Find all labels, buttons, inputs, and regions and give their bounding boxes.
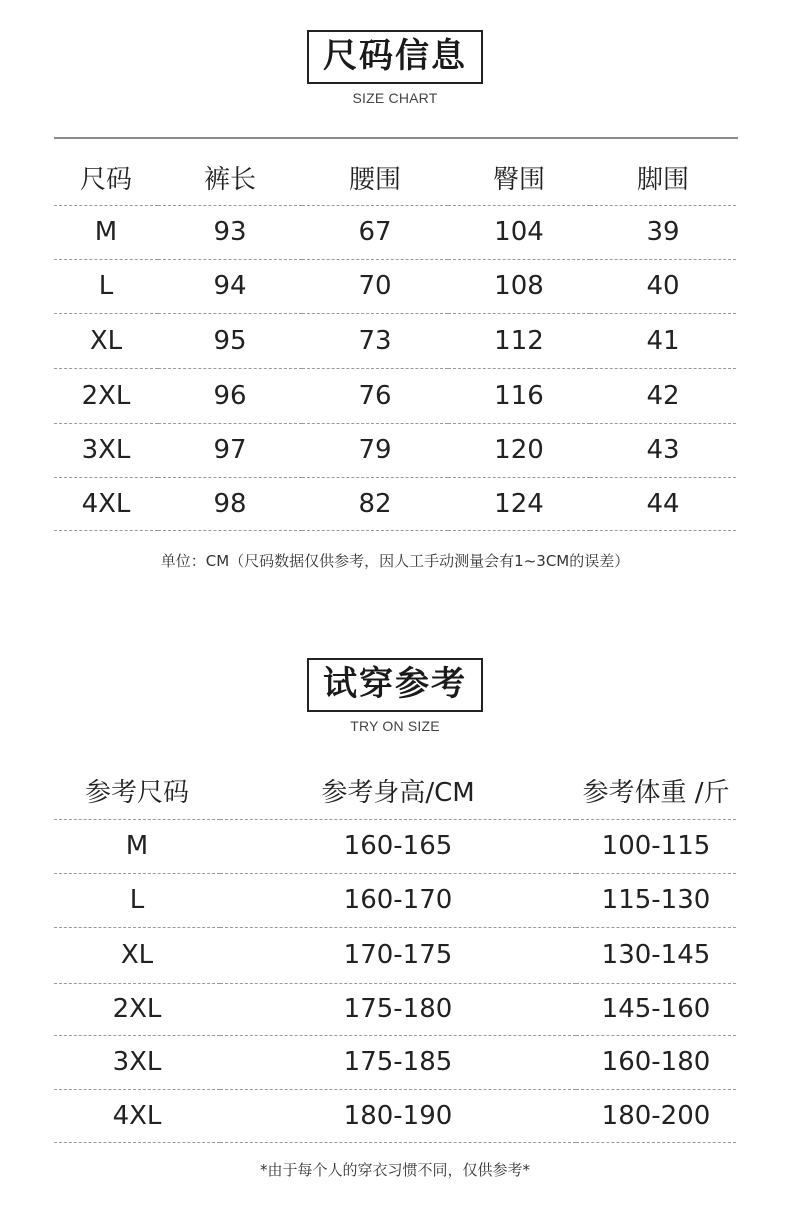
cell-ref-size: 2XL [54, 983, 220, 1035]
cell-hip: 104 [448, 205, 590, 259]
cell-hem: 43 [590, 423, 736, 477]
cell-waist: 67 [302, 205, 448, 259]
header-hem: 脚围 [590, 150, 736, 205]
header-waist: 腰围 [302, 150, 448, 205]
cell-ref-weight: 130-145 [576, 927, 736, 983]
cell-waist: 73 [302, 313, 448, 368]
cell-size: 3XL [54, 423, 158, 477]
cell-ref-height: 170-175 [220, 927, 576, 983]
size-chart-subtitle: SIZE CHART [352, 90, 438, 106]
try-on-table [54, 763, 736, 1143]
header-length: 裤长 [158, 150, 302, 205]
size-chart-header-row [54, 150, 736, 205]
cell-ref-weight: 160-180 [576, 1035, 736, 1089]
cell-size: M [54, 205, 158, 259]
table-row [54, 983, 736, 1035]
cell-hip: 108 [448, 259, 590, 313]
cell-ref-height: 160-165 [220, 819, 576, 873]
cell-waist: 76 [302, 368, 448, 423]
cell-hip: 116 [448, 368, 590, 423]
cell-hip: 120 [448, 423, 590, 477]
cell-size: XL [54, 313, 158, 368]
cell-ref-size: L [54, 873, 220, 927]
table-row [54, 477, 736, 530]
cell-ref-size: 4XL [54, 1089, 220, 1142]
cell-hip: 112 [448, 313, 590, 368]
cell-length: 93 [158, 205, 302, 259]
cell-ref-height: 175-185 [220, 1035, 576, 1089]
header-ref-height: 参考身高/CM [220, 763, 576, 819]
try-on-title: 试穿参考 [307, 658, 483, 712]
table-row [54, 819, 736, 873]
cell-length: 95 [158, 313, 302, 368]
cell-ref-size: 3XL [54, 1035, 220, 1089]
header-ref-weight: 参考体重 /斤 [576, 763, 736, 819]
size-chart-table [54, 150, 736, 531]
table-row [54, 873, 736, 927]
table-row [54, 423, 736, 477]
cell-size: L [54, 259, 158, 313]
table-row [54, 927, 736, 983]
size-chart-top-rule [54, 137, 738, 139]
size-chart-note: 单位：CM（尺码数据仅供参考，因人工手动测量会有1~3CM的误差） [160, 552, 630, 570]
table-row [54, 205, 736, 259]
cell-size: 4XL [54, 477, 158, 530]
cell-ref-weight: 180-200 [576, 1089, 736, 1142]
cell-waist: 79 [302, 423, 448, 477]
cell-ref-height: 160-170 [220, 873, 576, 927]
table-row [54, 259, 736, 313]
cell-ref-size: M [54, 819, 220, 873]
cell-waist: 82 [302, 477, 448, 530]
cell-hem: 39 [590, 205, 736, 259]
cell-length: 96 [158, 368, 302, 423]
try-on-heading [0, 658, 790, 734]
cell-size: 2XL [54, 368, 158, 423]
table-row [54, 1089, 736, 1142]
header-ref-size: 参考尺码 [54, 763, 220, 819]
cell-hem: 40 [590, 259, 736, 313]
cell-ref-weight: 145-160 [576, 983, 736, 1035]
cell-ref-weight: 100-115 [576, 819, 736, 873]
cell-ref-height: 180-190 [220, 1089, 576, 1142]
cell-hip: 124 [448, 477, 590, 530]
cell-length: 97 [158, 423, 302, 477]
try-on-note: *由于每个人的穿衣习惯不同，仅供参考* [259, 1161, 530, 1179]
cell-length: 94 [158, 259, 302, 313]
cell-hem: 42 [590, 368, 736, 423]
cell-ref-size: XL [54, 927, 220, 983]
header-size: 尺码 [54, 150, 158, 205]
cell-waist: 70 [302, 259, 448, 313]
try-on-header-row [54, 763, 736, 819]
header-hip: 臀围 [448, 150, 590, 205]
table-row [54, 313, 736, 368]
cell-ref-weight: 115-130 [576, 873, 736, 927]
cell-hem: 41 [590, 313, 736, 368]
cell-hem: 44 [590, 477, 736, 530]
table-row [54, 1035, 736, 1089]
table-row [54, 368, 736, 423]
try-on-subtitle: TRY ON SIZE [350, 718, 440, 734]
size-chart-title: 尺码信息 [307, 30, 483, 84]
cell-length: 98 [158, 477, 302, 530]
cell-ref-height: 175-180 [220, 983, 576, 1035]
size-chart-heading [0, 30, 790, 106]
